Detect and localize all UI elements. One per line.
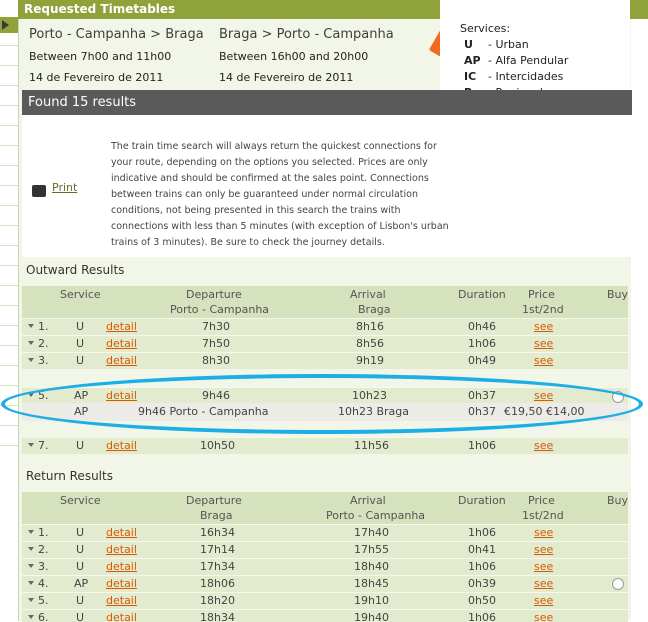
col-departure: Departure (186, 288, 242, 301)
price-see-link[interactable]: see (534, 337, 554, 350)
return-summary (219, 27, 394, 84)
nav-divider (0, 385, 18, 386)
table-row[interactable]: 3. U detail 17h34 18h40 1h06 see (22, 558, 628, 575)
return-results (22, 465, 628, 621)
highlight-ellipse (1, 374, 643, 434)
detail-link[interactable]: detail (106, 577, 137, 590)
col-service: Service (60, 288, 101, 301)
col-duration: Duration (458, 288, 506, 301)
info-text: The train time search will always return the quickest connections for your route, depending on the options you selected. Prices are only indicative and should be confirmed at the sales point. Connections between trains can only be guaranteed under normal circulation conditions, not being presented in this search the trains with connections with less than 5 minutes (with exception of Lisbon's urban trains of 3 minutes). Be sure to check the journey details. (111, 141, 449, 248)
table-row[interactable]: 6. U detail 18h34 19h40 1h06 see (22, 609, 628, 622)
outbound-date: 14 de Fevereiro de 2011 (29, 71, 164, 84)
price-see-link[interactable]: see (534, 526, 554, 539)
table-row[interactable]: 2. U detail 17h14 17h55 0h41 see (22, 541, 628, 558)
price-see-link[interactable]: see (534, 320, 554, 333)
outward-title: Outward Results (26, 263, 125, 277)
nav-divider (0, 85, 18, 86)
return-route: Braga > Porto - Campanha (219, 27, 394, 42)
return-time-window: Between 16h00 and 20h00 (219, 50, 369, 63)
col-arrival-station: Porto - Campanha (326, 509, 426, 522)
table-row[interactable]: 4. AP detail 18h06 18h45 0h39 see (22, 575, 628, 592)
expand-triangle-icon[interactable] (28, 530, 34, 534)
expand-triangle-icon[interactable] (28, 341, 34, 345)
nav-divider (0, 165, 18, 166)
service-legend-item: U - Urban (464, 38, 529, 51)
table-row[interactable]: 5. U detail 18h20 19h10 0h50 see (22, 592, 628, 609)
table-row[interactable]: 5. AP detail 9h46 10h23 0h37 see (22, 387, 628, 404)
left-navigation-rail (0, 0, 19, 621)
table-row[interactable]: 7. U detail 10h50 11h56 1h06 see (22, 437, 628, 454)
nav-divider (0, 365, 18, 366)
detail-link[interactable]: detail (106, 560, 137, 573)
price-see-link[interactable]: see (534, 389, 554, 402)
col-arrival-station: Braga (358, 303, 391, 316)
price-see-link[interactable]: see (534, 354, 554, 367)
expand-triangle-icon[interactable] (28, 581, 34, 585)
page-title: Requested Timetables (24, 2, 176, 16)
detail-link[interactable]: detail (106, 354, 137, 367)
price-see-link[interactable]: see (534, 560, 554, 573)
outbound-route: Porto - Campanha > Braga (29, 27, 204, 42)
detail-link[interactable]: detail (106, 337, 137, 350)
nav-divider (0, 445, 18, 446)
detail-link[interactable]: detail (106, 594, 137, 607)
nav-divider (0, 185, 18, 186)
nav-divider (0, 265, 18, 266)
expand-triangle-icon[interactable] (28, 324, 34, 328)
return-title: Return Results (26, 469, 113, 483)
price-see-link[interactable]: see (534, 577, 554, 590)
nav-divider (0, 245, 18, 246)
expand-triangle-icon[interactable] (28, 443, 34, 447)
nav-divider (0, 345, 18, 346)
col-price-sub: 1st/2nd (522, 509, 564, 522)
nav-arrow-icon (2, 20, 9, 30)
col-arrival: Arrival (350, 288, 386, 301)
service-legend-item: IC - Intercidades (464, 70, 564, 83)
printer-icon[interactable] (32, 185, 46, 197)
expand-triangle-icon[interactable] (28, 615, 34, 619)
nav-divider (0, 285, 18, 286)
nav-divider (0, 45, 18, 46)
detail-link[interactable]: detail (106, 611, 137, 622)
col-duration: Duration (458, 494, 506, 507)
outward-header-row (22, 286, 628, 318)
nav-divider (0, 105, 18, 106)
detail-link[interactable]: detail (106, 389, 137, 402)
nav-divider (0, 125, 18, 126)
col-buy: Buy (607, 288, 629, 301)
results-count: Found 15 results (28, 95, 137, 110)
nav-divider (0, 325, 18, 326)
price-see-link[interactable]: see (534, 543, 554, 556)
expand-triangle-icon[interactable] (28, 547, 34, 551)
expand-triangle-icon[interactable] (28, 564, 34, 568)
detail-link[interactable]: detail (106, 526, 137, 539)
col-departure-station: Porto - Campanha (170, 303, 270, 316)
detail-link[interactable]: detail (106, 439, 137, 452)
expand-triangle-icon[interactable] (28, 358, 34, 362)
return-header-row (22, 492, 628, 524)
price-see-link[interactable]: see (534, 439, 554, 452)
col-price-sub: 1st/2nd (522, 303, 564, 316)
nav-divider (0, 305, 18, 306)
col-departure: Departure (186, 494, 242, 507)
col-service: Service (60, 494, 101, 507)
journey-detail-row: AP 9h46 Porto - Campanha 10h23 Braga 0h37 €19,50 €14,00 (22, 403, 628, 421)
col-buy: Buy (607, 494, 629, 507)
results-count-bar (22, 90, 632, 115)
info-panel (22, 115, 632, 257)
table-row[interactable]: 1. U detail 16h34 17h40 1h06 see (22, 524, 628, 541)
expand-triangle-icon[interactable] (28, 598, 34, 602)
service-legend-item: AP - Alfa Pendular (464, 54, 569, 67)
nav-divider (0, 65, 18, 66)
table-row[interactable]: 2. U detail 7h50 8h56 1h06 see (22, 335, 628, 352)
return-date: 14 de Fevereiro de 2011 (219, 71, 354, 84)
nav-divider (0, 225, 18, 226)
price-see-link[interactable]: see (534, 594, 554, 607)
outbound-time-window: Between 7h00 and 11h00 (29, 50, 172, 63)
outbound-summary (29, 27, 204, 84)
col-arrival: Arrival (350, 494, 386, 507)
detail-link[interactable]: detail (106, 543, 137, 556)
print-link[interactable]: Print (52, 181, 78, 194)
table-row[interactable]: 1. U detail 7h30 8h16 0h46 see (22, 318, 628, 335)
col-departure-station: Braga (200, 509, 233, 522)
price-see-link[interactable]: see (534, 611, 554, 622)
nav-divider (0, 425, 18, 426)
table-row[interactable]: 3. U detail 8h30 9h19 0h49 see (22, 352, 628, 369)
detail-link[interactable]: detail (106, 320, 137, 333)
col-price: Price (528, 288, 555, 301)
services-title: Services: (460, 22, 511, 35)
nav-divider (0, 145, 18, 146)
buy-radio[interactable] (612, 578, 624, 590)
nav-divider (0, 205, 18, 206)
col-price: Price (528, 494, 555, 507)
